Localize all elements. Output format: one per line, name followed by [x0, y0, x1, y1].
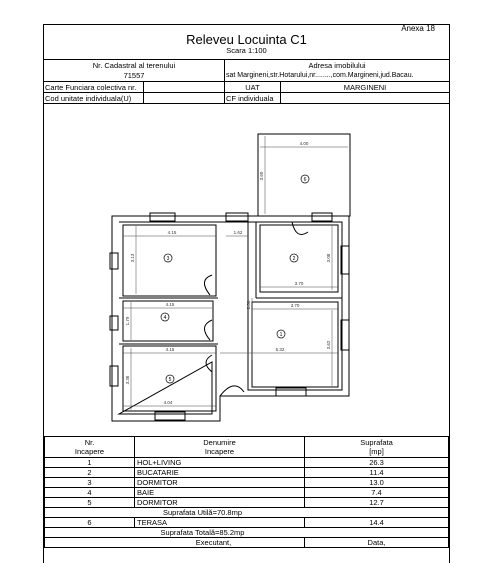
row-nr: 4	[45, 488, 135, 498]
executant-label: Executant,	[45, 538, 305, 548]
room-marker-1-label: 1	[279, 332, 283, 338]
terrace-nr: 6	[45, 518, 135, 528]
row-name: BAIE	[135, 488, 305, 498]
door-arc-5	[220, 386, 244, 396]
col-area-header	[305, 437, 449, 458]
inner-wall-line	[119, 222, 342, 414]
table-row	[45, 468, 449, 478]
dim-room3-height: 3.13	[130, 253, 135, 263]
table-row	[45, 478, 449, 488]
row-area: 12.7	[305, 498, 449, 508]
dim-room4-width: 4.15	[165, 302, 175, 307]
room-marker-4-label: 4	[163, 315, 167, 321]
annex-label: Anexa 18	[401, 24, 435, 33]
cadastral-value: 71557	[123, 71, 145, 80]
row-name: DORMITOR	[135, 498, 305, 508]
row-name: HOL+LIVING	[135, 458, 305, 468]
row-area: 26.3	[305, 458, 449, 468]
dim-room4-height: 1.79	[125, 316, 130, 326]
dim-room1-length: 5.32	[275, 347, 285, 352]
cadastral-label: Nr. Cadastral al terenului	[92, 61, 176, 70]
cf-label: Carte Funciara colectiva nr.	[45, 83, 137, 92]
row-nr: 1	[45, 458, 135, 468]
door-arc-2	[204, 320, 212, 340]
page-title: Releveu Locuinta C1	[186, 32, 307, 47]
unit-code-label: Cod unitate individuala(U)	[45, 94, 132, 103]
address-value: sat Margineni,str.Hotarului,nr........,com.Margineni,jud.Bacau.	[226, 72, 414, 79]
useful-area: Suprafata Utilă=70.8mp	[45, 508, 449, 518]
dim-room2-width: 3.70	[294, 281, 304, 286]
dim-terrace-width: 4.00	[299, 141, 309, 146]
room-4-outline	[123, 301, 213, 341]
row-nr: 3	[45, 478, 135, 488]
scale-label: Scara 1:100	[226, 46, 267, 55]
room-marker-6-label: 6	[303, 177, 307, 183]
door-arc-4	[292, 222, 308, 234]
row-nr: 2	[45, 468, 135, 478]
room-marker-3-label: 3	[166, 256, 170, 262]
table-row	[45, 498, 449, 508]
dim-room1-width: 3.70	[290, 303, 300, 308]
table-header-row	[45, 437, 449, 458]
room-marker-5-label: 5	[168, 377, 172, 383]
col-nr-header	[45, 437, 135, 458]
dim-room2-height: 3.08	[326, 253, 331, 263]
col-nr-line2: Incapere	[74, 447, 105, 456]
dim-room5-height: 3.36	[125, 375, 130, 385]
row-area: 11.4	[305, 468, 449, 478]
col-name-line2: Incapere	[204, 447, 235, 456]
row-name: BUCATARIE	[135, 468, 305, 478]
col-area-line2: [mp]	[369, 447, 384, 456]
dim-room5-width: 4.15	[165, 347, 175, 352]
col-nr-line1: Nr.	[84, 438, 95, 447]
row-nr: 5	[45, 498, 135, 508]
date-label: Data,	[305, 538, 449, 548]
useful-area-row	[45, 508, 449, 518]
door-arc-1	[204, 275, 212, 295]
dim-hall-height: 2.30	[246, 300, 251, 310]
table-row	[45, 458, 449, 468]
row-name: DORMITOR	[135, 478, 305, 488]
row-area: 7.4	[305, 488, 449, 498]
dim-hall-width: 1.62	[233, 230, 243, 235]
room-3-outline	[123, 225, 216, 296]
dim-terrace-height: 3.60	[259, 171, 264, 181]
col-name-line1: Denumire	[203, 438, 236, 447]
col-area-line1: Suprafata	[360, 438, 393, 447]
total-area-row	[45, 528, 449, 538]
uat-value: MARGINENI	[343, 83, 387, 92]
terrace-area: 14.4	[305, 518, 449, 528]
address-label: Adresa imobilului	[308, 61, 366, 70]
col-name-header	[135, 437, 305, 458]
dim-room1-height: 3.62	[326, 340, 331, 350]
room-marker-2-label: 2	[292, 256, 296, 262]
table-row	[45, 488, 449, 498]
signature-row	[45, 538, 449, 548]
total-area: Suprafata Totală=85.2mp	[45, 528, 449, 538]
table-row	[45, 518, 449, 528]
uat-label: UAT	[245, 83, 260, 92]
dim-room3-width: 4.15	[167, 230, 177, 235]
dim-room5-bottom-width: 4.04	[163, 400, 173, 405]
cf-individual-label: CF individuala	[226, 94, 274, 103]
rooms-table	[44, 436, 449, 548]
terrace-name: TERASA	[135, 518, 305, 528]
row-area: 13.0	[305, 478, 449, 488]
